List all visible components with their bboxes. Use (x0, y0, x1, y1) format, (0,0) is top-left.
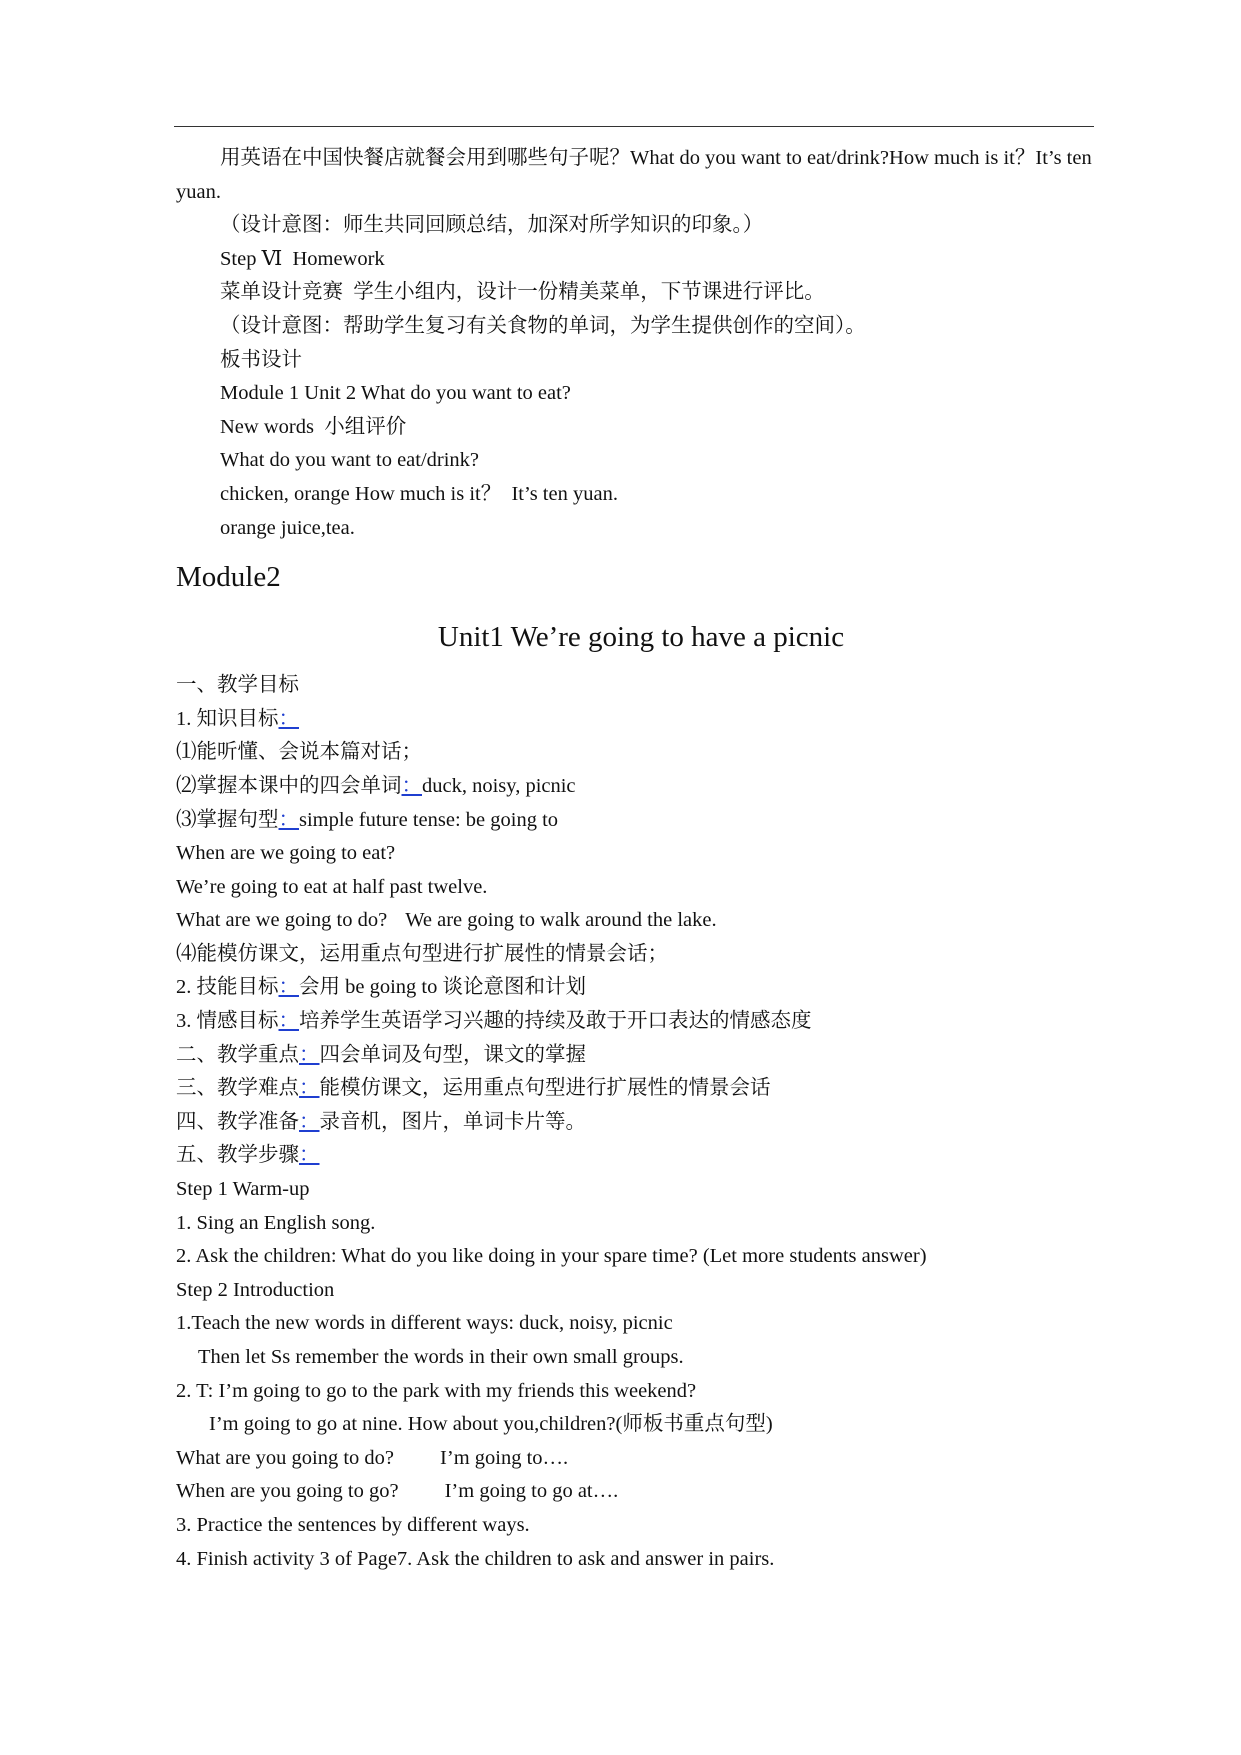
design-intent-1: （设计意图：师生共同回顾总结，加深对所学知识的印象。） (220, 214, 764, 237)
board-line-5: orange juice,tea. (220, 516, 355, 539)
question-answer-1 (176, 1442, 1106, 1476)
sentence-3 (176, 904, 1106, 938)
colon-mark: ： (299, 1043, 320, 1066)
unit-heading: Unit1 We’re going to have a picnic (437, 621, 845, 654)
difficult-points (176, 1072, 1106, 1106)
homework-text: 菜单设计竞赛 学生小组内，设计一份精美菜单，下节课进行评比。 (220, 281, 825, 304)
colon-mark: ： (401, 774, 422, 797)
key-points-label: 二、教学重点 (176, 1043, 299, 1066)
question-answer-2 (176, 1475, 1106, 1509)
knowledge-item-1: ⑴能听懂、会说本篇对话； (176, 741, 422, 764)
skill-objective (176, 971, 1106, 1005)
answer-1: I’m going to…. (440, 1446, 569, 1469)
sentence-3b: We are going to walk around the lake. (405, 909, 717, 932)
step2-item-3: 3. Practice the sentences by different ways. (176, 1513, 530, 1536)
question-1: What are you going to do? (176, 1446, 395, 1469)
emotion-objective (176, 1005, 1106, 1039)
summary-question: 用英语在中国快餐店就餐会用到哪些句子呢？What do you want to eat/drink?How much is it？It’s ten yuan. (176, 147, 1092, 203)
objectives-heading: 一、教学目标 (176, 674, 299, 697)
colon-mark: ： (278, 808, 299, 831)
colon-mark: ： (299, 1077, 320, 1100)
board-line-4: chicken, orange How much is it？ It’s ten yuan. (220, 482, 618, 505)
design-intent-2: （设计意图：帮助学生复习有关食物的单词，为学生提供创作的空间）。 (220, 314, 866, 337)
board-line-2: New words 小组评价 (220, 415, 407, 438)
step1-title: Step 1 Warm-up (176, 1178, 310, 1201)
skill-label: 2. 技能目标 (176, 976, 279, 999)
step2-item-2b: I’m going to go at nine. How about you,children?(师板书重点句型) (209, 1413, 773, 1436)
board-line-1: Module 1 Unit 2 What do you want to eat? (220, 382, 571, 405)
step1-item-2: 2. Ask the children: What do you like doing in your spare time? (Let more students answer) (176, 1245, 927, 1268)
colon-mark: ： (278, 707, 299, 730)
preparation (176, 1106, 1106, 1140)
step1-item-1: 1. Sing an English song. (176, 1211, 376, 1234)
preparation-label: 四、教学准备 (176, 1110, 299, 1133)
key-points-value: 四会单词及句型，课文的掌握 (319, 1043, 586, 1066)
step2-title: Step 2 Introduction (176, 1278, 335, 1301)
header-rule (174, 126, 1094, 127)
board-line-3: What do you want to eat/drink? (220, 449, 480, 472)
skill-value: 会用 be going to 谈论意图和计划 (299, 976, 586, 999)
step6-title: Step Ⅵ Homework (220, 247, 385, 270)
difficult-points-label: 三、教学难点 (176, 1077, 299, 1100)
answer-2: I’m going to go at…. (444, 1480, 619, 1503)
board-design-title: 板书设计 (220, 348, 302, 371)
knowledge-item-4: ⑷能模仿课文，运用重点句型进行扩展性的情景会话； (176, 942, 668, 965)
step2-item-1: 1.Teach the new words in different ways: duck, noisy, picnic (176, 1312, 673, 1335)
knowledge-label: 1. 知识目标 (176, 707, 279, 730)
step2-item-4: 4. Finish activity 3 of Page7. Ask the children to ask and answer in pairs. (176, 1547, 775, 1570)
sentence-1: When are we going to eat? (176, 842, 396, 865)
k2-value: duck, noisy, picnic (422, 774, 576, 797)
sentence-3a: What are we going to do? (176, 909, 388, 932)
knowledge-objective (176, 703, 1106, 737)
colon-mark: ： (278, 976, 299, 999)
knowledge-item-3 (176, 804, 1106, 838)
k3-label: ⑶掌握句型 (176, 808, 279, 831)
emotion-label: 3. 情感目标 (176, 1010, 279, 1033)
procedure-label: 五、教学步骤 (176, 1144, 299, 1167)
k3-value: simple future tense: be going to (299, 808, 559, 831)
step2-item-1b: Then let Ss remember the words in their own small groups. (198, 1346, 684, 1368)
step2-item-2: 2. T: I’m going to go to the park with my friends this weekend? (176, 1379, 697, 1402)
k2-label: ⑵掌握本课中的四会单词 (176, 774, 402, 797)
key-points (176, 1039, 1106, 1073)
module-heading: Module2 (176, 561, 281, 594)
knowledge-item-2 (176, 770, 1106, 804)
colon-mark: ： (299, 1144, 320, 1167)
difficult-points-value: 能模仿课文，运用重点句型进行扩展性的情景会话 (319, 1077, 771, 1100)
procedure (176, 1139, 1106, 1173)
preparation-value: 录音机，图片，单词卡片等。 (319, 1110, 586, 1133)
sentence-2: We’re going to eat at half past twelve. (176, 875, 488, 898)
emotion-value: 培养学生英语学习兴趣的持续及敢于开口表达的情感态度 (299, 1010, 812, 1033)
page-content (176, 142, 1106, 1576)
colon-mark: ： (299, 1110, 320, 1133)
question-2: When are you going to go? (176, 1480, 399, 1503)
colon-mark: ： (278, 1010, 299, 1033)
